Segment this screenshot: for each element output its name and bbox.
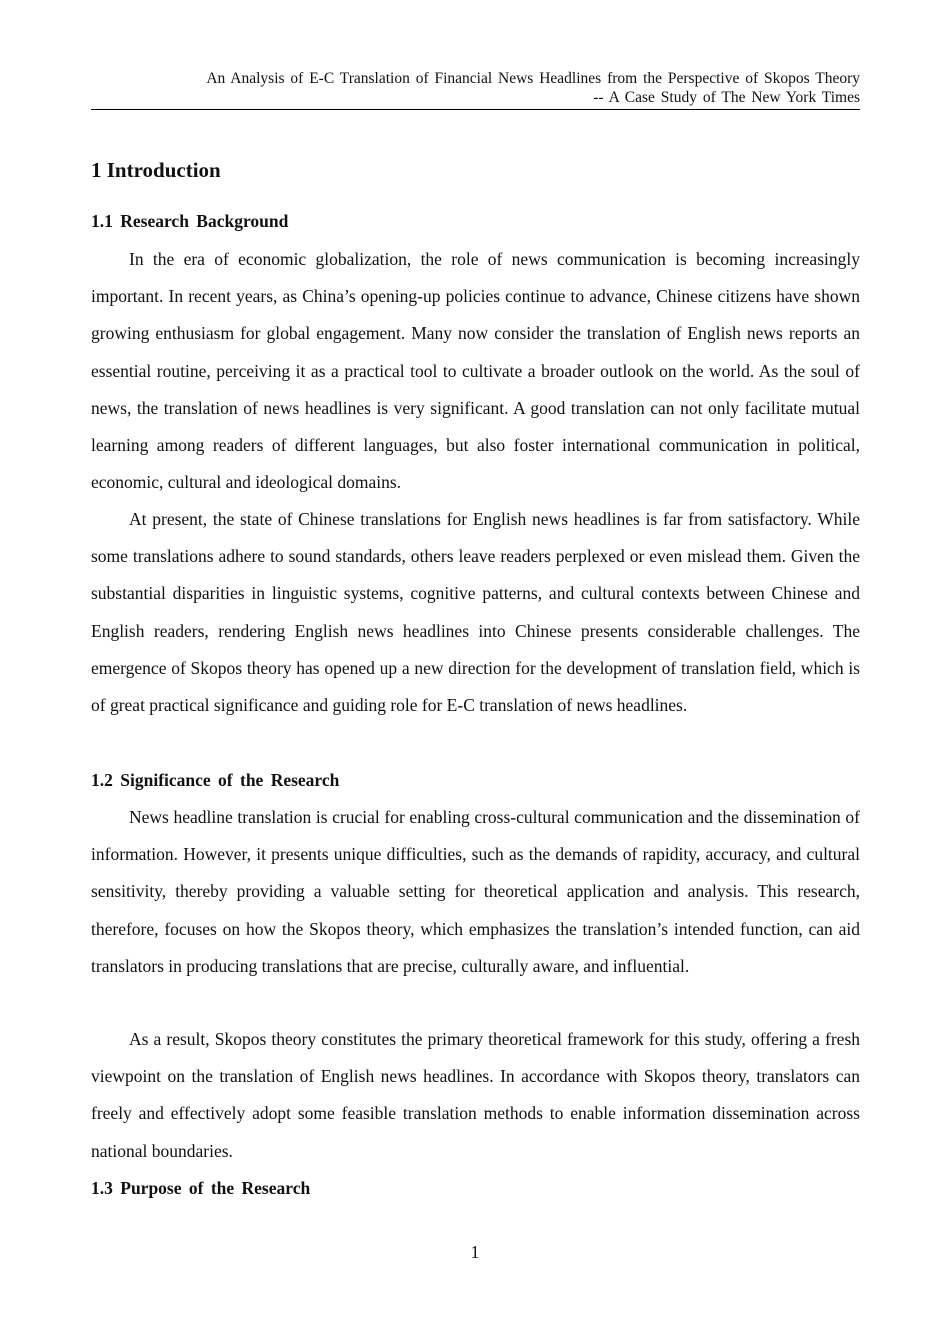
section-title-purpose: 1.3 Purpose of the Research bbox=[91, 1178, 311, 1198]
section-title-research-background: 1.1 Research Background bbox=[91, 211, 289, 231]
header-title-line: An Analysis of E-C Translation of Financial News Headlines from the Perspective of Skopos Theory bbox=[206, 70, 860, 87]
paragraph-significance-1: News headline translation is crucial for enabling cross-cultural communication and the dissemination of information. However, it presents unique difficulties, such as the demands of rapidity, accuracy, and cultural sensitivity, thereby providing a valuable setting for theoretical application and analysis. This research, therefore, focuses on how the Skopos theory, which emphasizes the translation’s intended function, can aid translators in producing translations that are precise, culturally aware, and influential. bbox=[91, 807, 860, 976]
section-title-significance: 1.2 Significance of the Research bbox=[91, 770, 340, 790]
paragraph-background-2: At present, the state of Chinese translations for English news headlines is far from satisfactory. While some translations adhere to sound standards, others leave readers perplexed or even mislead them. Given the substantial disparities in linguistic systems, cognitive patterns, and cultural contexts between Chinese and English readers, rendering English news headlines into Chinese presents considerable challenges. The emergence of Skopos theory has opened up a new direction for the development of translation field, which is of great practical significance and guiding role for E-C translation of news headlines. bbox=[91, 509, 860, 716]
chapter-title: 1 Introduction bbox=[91, 158, 221, 182]
header-subtitle-line: -- A Case Study of The New York Times bbox=[593, 89, 860, 106]
page-number: 1 bbox=[470, 1242, 480, 1262]
paragraph-significance-2: As a result, Skopos theory constitutes the primary theoretical framework for this study, offering a fresh viewpoint on the translation of English news headlines. In accordance with Skopos theory, translators can freely and effectively adopt some feasible translation methods to enable information dissemination across national boundaries. bbox=[91, 1029, 860, 1161]
running-header bbox=[91, 69, 860, 110]
paragraph-background-1: In the era of economic globalization, the role of news communication is becoming increasingly important. In recent years, as China’s opening-up policies continue to advance, Chinese citizens have shown growing enthusiasm for global engagement. Many now consider the translation of English news reports an essential routine, perceiving it as a practical tool to cultivate a broader outlook on the world. As the soul of news, the translation of news headlines is very significant. A good translation can not only facilitate mutual learning among readers of different languages, but also foster international communication in political, economic, cultural and ideological domains. bbox=[91, 249, 860, 493]
